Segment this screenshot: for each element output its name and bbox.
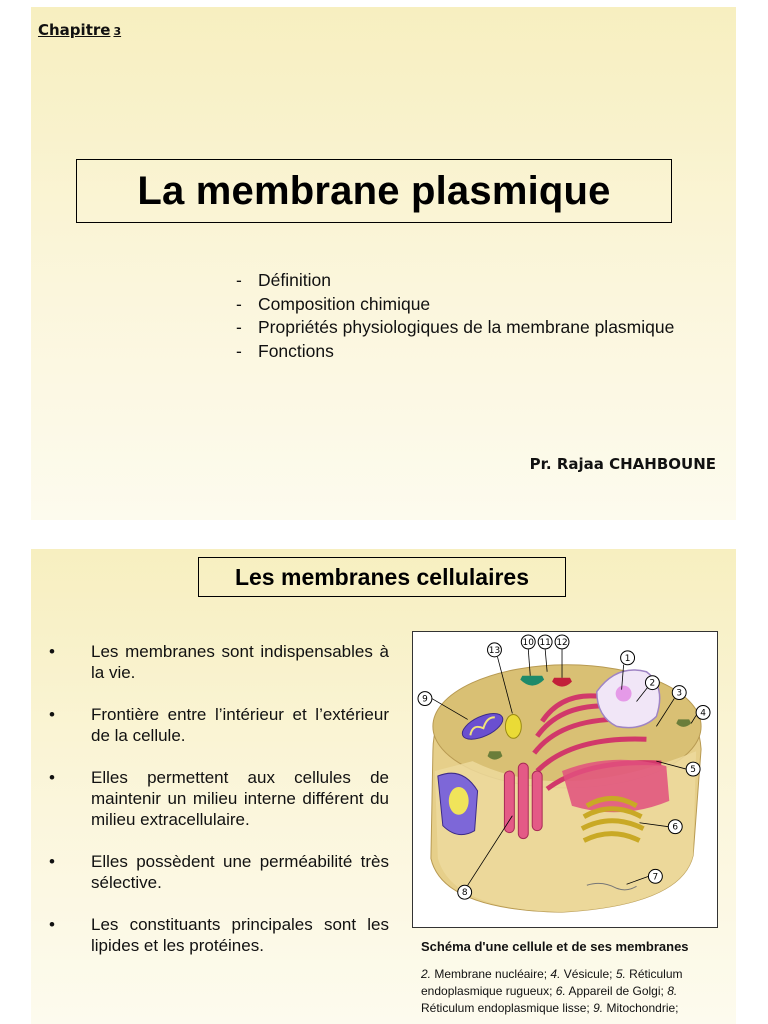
bullet-icon: • [49,852,55,871]
legend-number: 4. [550,967,561,981]
bullet-text: Elles possèdent une perméabilité très sélective. [91,852,389,892]
slide-title: Les membranes cellulaires [234,563,530,590]
svg-text:10: 10 [522,637,534,648]
bullet-icon: • [49,768,55,787]
outline-item: - Définition [236,270,331,290]
callout-2 [645,676,659,690]
chapter-label-text: Chapitre [38,21,111,39]
svg-text:1: 1 [624,653,631,664]
svg-text:4: 4 [700,708,706,719]
legend-text: Réticulum endoplasmique rugueux; [421,967,683,998]
outline-item-text: Propriétés physiologiques de la membrane plasmique [258,317,675,337]
callout-5 [686,762,700,776]
legend-number: 5. [615,967,626,981]
svg-text:8: 8 [461,888,468,899]
bullet-item [49,641,389,683]
figure-caption-title: Schéma d'une cellule et de ses membranes [421,939,689,954]
author-name: Pr. Rajaa CHAHBOUNE [529,455,716,473]
smooth-er [504,763,542,838]
callout-3 [672,686,686,700]
bullet-text: Frontière entre l’intérieur et l’extérieur de la cellule. [91,705,389,745]
callout-12 [555,635,569,649]
svg-text:13: 13 [488,645,501,656]
callout-13 [488,643,502,657]
chapter-label [38,21,121,39]
bullet-text: Elles permettent aux cellules de maintenir un milieu interne différent du milieu extracellulaire. [91,768,389,829]
svg-text:9: 9 [422,694,428,705]
slide-title [31,7,736,520]
slide-title-box [198,557,566,597]
lysosome [505,714,521,738]
svg-text:6: 6 [672,822,679,833]
slide-title-box [76,159,672,223]
outline-item-text: Définition [258,270,331,290]
callout-8 [458,885,472,899]
rough-er-body [562,760,669,813]
outline-item-text: Composition chimique [258,293,431,314]
bullet-item [49,914,389,956]
callout-7 [648,869,662,883]
callout-10 [521,635,535,649]
callout-6 [668,820,682,834]
bullet-item [49,851,389,893]
svg-text:7: 7 [652,872,659,883]
legend-text: Vésicule; [563,967,616,981]
legend-number: 9. [593,1001,604,1015]
cell-diagram [413,632,717,927]
callout-4 [696,706,710,720]
page-title: La membrane plasmique [137,168,611,213]
svg-text:11: 11 [539,637,551,648]
legend-text: Réticulum endoplasmique lisse; [421,1001,594,1015]
legend-text: Membrane nucléaire; [434,967,551,981]
svg-text:12: 12 [556,637,568,648]
cell-diagram-figure [412,631,718,928]
legend-text: Mitochondrie; [606,1001,679,1015]
bullet-text: Les membranes sont indispensables à la vie. [91,642,389,682]
legend-number: 2. [421,967,432,981]
svg-text:3: 3 [676,688,683,699]
chapter-number: 3 [113,25,122,38]
slide-membranes [31,549,736,1024]
legend-number: 8. [667,984,678,998]
bullet-item [49,704,389,746]
callout-1 [621,651,635,665]
outline-list [236,269,674,363]
bullet-text: Les constituants principales sont les lipides et les protéines. [91,915,389,955]
svg-text:2: 2 [649,678,656,689]
bullet-icon: • [49,915,55,934]
callout-9 [418,692,432,706]
bullet-list [49,641,389,977]
outline-item: - Fonctions [236,340,334,361]
callout-11 [538,635,552,649]
legend-number: 6. [555,984,566,998]
svg-text:5: 5 [690,765,696,776]
bullet-icon: • [49,642,55,661]
legend-text: Appareil de Golgi; [568,984,668,998]
outline-item: - Composition chimique [236,293,431,314]
outline-item: - Propriétés physiologiques de la membrane plasmique [236,317,675,337]
nucleolus [616,686,632,702]
outline-item-text: Fonctions [258,340,334,361]
bullet-item [49,767,389,830]
bullet-icon: • [49,705,55,724]
figure-legend [421,966,721,1017]
